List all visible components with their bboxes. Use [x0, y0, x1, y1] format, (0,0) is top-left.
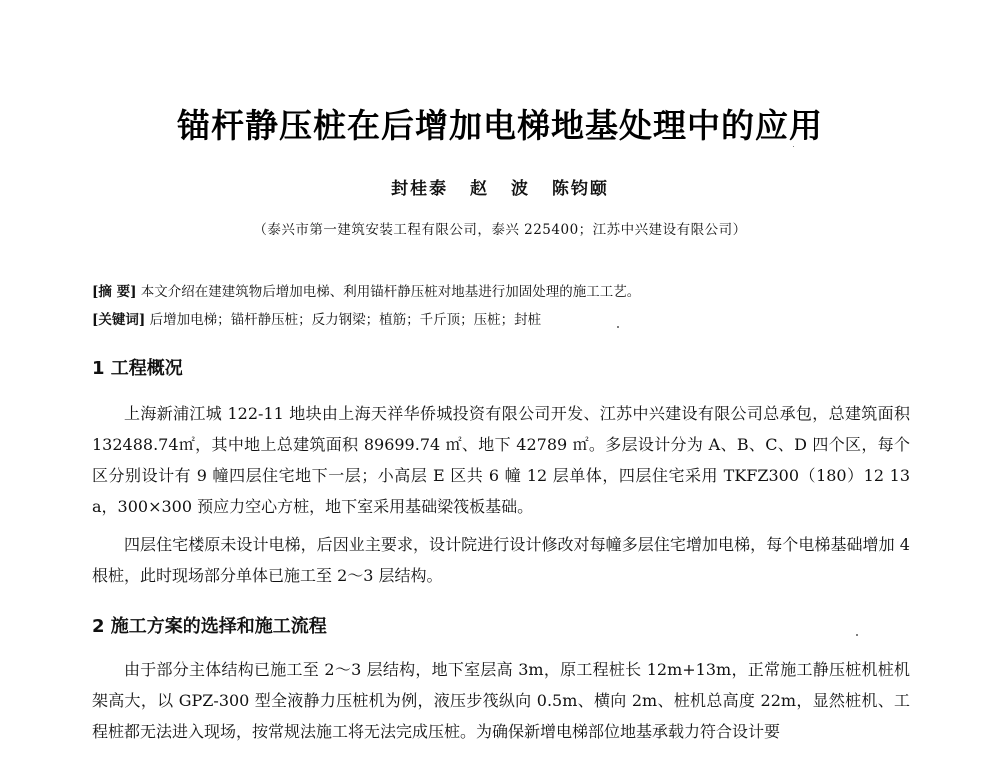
section-1-paragraph-2: 四层住宅楼原未设计电梯，后因业主要求，设计院进行设计修改对每幢多层住宅增加电梯，每个电梯基础增加 4 根桩，此时现场部分单体已施工至 2～3 层结构。 [92, 535, 910, 585]
abstract-tag: [摘 要] [92, 284, 137, 300]
section-heading-1: 1 工程概况 [92, 358, 183, 379]
scan-speck [793, 146, 794, 147]
abstract-text: 本文介绍在建建筑物后增加电梯、利用锚杆静压桩对地基进行加固处理的施工工艺。 [136, 284, 641, 300]
section-1-paragraph-1: 上海新浦江城 122-11 地块由上海天祥华侨城投资有限公司开发、江苏中兴建设有限公司总承包，总建筑面积 132488.74㎡，其中地上总建筑面积 89699.74 ㎡、地下 42789 ㎡。多层设计分为 A、B、C、D 四个区，每个区分别设计有 9 幢四层住宅地下一层；小高层 E 区共 6 幢 12 层单体，四层住宅采用 TKFZ300（180）12 13 a，300×300 预应力空心方桩，地下室采用基础梁筏板基础。 [92, 404, 910, 516]
paper-title: 锚杆静压桩在后增加电梯地基处理中的应用 [177, 106, 823, 145]
keywords-text: 后增加电梯；锚杆静压桩；反力钢梁；植筋；千斤顶；压桩；封桩 [145, 312, 542, 328]
paper-affiliation: （泰兴市第一建筑安装工程有限公司，泰兴 225400；江苏中兴建设有限公司） [253, 222, 747, 238]
scan-speck [856, 634, 858, 636]
abstract [92, 280, 922, 300]
scan-speck [617, 326, 619, 328]
paper-authors: 封桂泰 赵 波 陈钧颐 [391, 179, 609, 199]
keywords-tag: [关键词] [92, 312, 146, 328]
section-2-paragraph-1: 由于部分主体结构已施工至 2～3 层结构，地下室层高 3m，原工程桩长 12m+13m，正常施工静压桩机桩机架高大，以 GPZ-300 型全液静力压桩机为例，液压步筏纵向 0.5m、横向 2m、桩机总高度 22m，显然桩机、工程桩都无法进入现场，按常规法施工将无法完成压桩。为确保新增电梯部位地基承载力符合设计要 [92, 660, 910, 741]
section-heading-2: 2 施工方案的选择和施工流程 [92, 616, 327, 637]
keywords [92, 308, 922, 328]
